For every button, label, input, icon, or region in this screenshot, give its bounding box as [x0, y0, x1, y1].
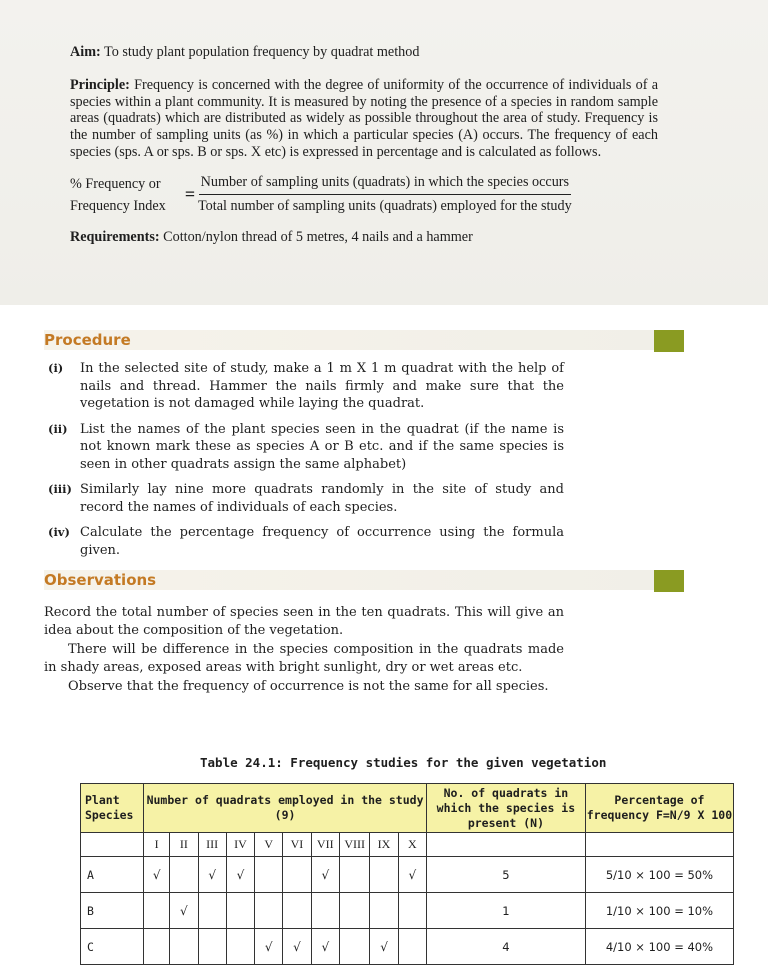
quadrat-label: I [144, 833, 170, 857]
observations-heading: Observations [44, 571, 157, 589]
presence-cell [398, 893, 426, 929]
procedure-marker-box [654, 330, 684, 352]
formula-denominator: Total number of sampling units (quadrats) employed for the study [198, 198, 572, 215]
formula-label-line1: % Frequency or [70, 175, 161, 192]
step-marker: (i) [48, 361, 64, 375]
presence-cell: √ [311, 929, 339, 965]
table-row [81, 893, 734, 929]
species-cell: B [81, 893, 144, 929]
aim-text: To study plant population frequency by quadrat method [100, 44, 420, 60]
presence-cell: √ [311, 857, 339, 893]
presence-cell: √ [144, 857, 170, 893]
presence-cell [311, 893, 339, 929]
table-row [81, 929, 734, 965]
presence-cell [144, 929, 170, 965]
observations-paragraph-2: There will be difference in the species composition in the quadrats made in shady areas, exposed areas with bright sunlight, dry or wet areas etc. [44, 642, 564, 675]
procedure-step [48, 481, 564, 516]
frequency-table [80, 783, 734, 965]
table-caption: Table 24.1: Frequency studies for the given vegetation [200, 755, 607, 770]
presence-cell [283, 893, 311, 929]
procedure-heading-band [44, 330, 656, 350]
presence-cell: √ [370, 929, 398, 965]
presence-cell [198, 893, 226, 929]
formula-numerator: Number of sampling units (quadrats) in which the species occurs [199, 174, 571, 195]
quadrat-label: V [255, 833, 283, 857]
presence-cell [170, 929, 198, 965]
procedure-step [48, 524, 564, 559]
present-count-cell: 4 [426, 929, 585, 965]
presence-cell [226, 893, 254, 929]
observations-marker-box [654, 570, 684, 592]
table-row [81, 857, 734, 893]
presence-cell [255, 893, 283, 929]
header-percentage-frequency: Percentage of frequency F=N/9 X 100 [585, 784, 733, 833]
requirements-text: Cotton/nylon thread of 5 metres, 4 nails and a hammer [159, 228, 473, 245]
presence-cell [255, 857, 283, 893]
step-marker: (ii) [48, 421, 68, 436]
procedure-steps [48, 360, 564, 567]
intro-block [70, 44, 658, 260]
header-quadrats-present: No. of quadrats in which the species is present (N) [426, 784, 585, 833]
presence-cell [370, 893, 398, 929]
percentage-cell: 1/10 × 100 = 10% [585, 893, 733, 929]
quadrat-label: VIII [339, 833, 369, 857]
quadrat-label: II [170, 833, 198, 857]
observations-paragraph-3: Observe that the frequency of occurrence is not the same for all species. [68, 679, 549, 694]
blank-cell [426, 833, 585, 857]
principle-paragraph [70, 77, 658, 161]
quadrat-label-row [81, 833, 734, 857]
formula-label [70, 173, 182, 217]
percentage-cell: 5/10 × 100 = 50% [585, 857, 733, 893]
presence-cell: √ [198, 857, 226, 893]
step-text: Similarly lay nine more quadrats randomly in the site of study and record the names of individuals of each species. [80, 482, 564, 515]
presence-cell: √ [398, 857, 426, 893]
presence-cell [144, 893, 170, 929]
presence-cell [339, 929, 369, 965]
species-cell: C [81, 929, 144, 965]
step-text: Calculate the percentage frequency of occurrence using the formula given. [80, 525, 564, 558]
observations-text [44, 604, 564, 698]
requirements-label: Requirements: [70, 228, 160, 245]
quadrat-label: X [398, 833, 426, 857]
header-plant-species: Plant Species [81, 784, 144, 833]
quadrat-label: VII [311, 833, 339, 857]
step-marker: (iv) [48, 525, 70, 539]
procedure-step [48, 360, 564, 413]
presence-cell [339, 893, 369, 929]
percentage-cell: 4/10 × 100 = 40% [585, 929, 733, 965]
quadrat-label: III [198, 833, 226, 857]
principle-text: Frequency is concerned with the degree of uniformity of the occurrence of individuals of a species within a plant community. It is measured by noting the presence of a species in random sample areas (quadrats) which are distributed as widely as possible throughout the area of study. Frequency is the number of sampling units (as %) in which a particular species (A) occurs. The frequency of each species (sps. A or sps. B or sps. X etc) is expressed in percentage and is calculated as follows. [70, 76, 658, 160]
header-number-of-quadrats: Number of quadrats employed in the study (9) [144, 784, 427, 833]
formula-label-line2: Frequency Index [70, 197, 166, 214]
principle-label: Principle: [70, 76, 130, 93]
quadrat-label: IX [370, 833, 398, 857]
present-count-cell: 1 [426, 893, 585, 929]
quadrat-label: IV [226, 833, 254, 857]
presence-cell: √ [283, 929, 311, 965]
blank-cell [585, 833, 733, 857]
aim-label: Aim: [70, 44, 101, 60]
presence-cell [170, 857, 198, 893]
presence-cell [198, 929, 226, 965]
requirements-paragraph [70, 229, 658, 246]
present-count-cell: 5 [426, 857, 585, 893]
step-text: List the names of the plant species seen in the quadrat (if the name is not known mark these as species A or B etc. and if the same species is seen in other quadrats assign the same alphabet) [80, 421, 564, 472]
step-text: In the selected site of study, make a 1 m X 1 m quadrat with the help of nails and thread. Hammer the nails firmly and make sure that the vegetation is not damaged while laying the quadrat. [80, 361, 564, 411]
presence-cell [398, 929, 426, 965]
formula-operator: = [184, 184, 196, 205]
presence-cell [283, 857, 311, 893]
table-header-row [81, 784, 734, 833]
quadrat-label: VI [283, 833, 311, 857]
step-marker: (iii) [48, 482, 72, 496]
presence-cell: √ [255, 929, 283, 965]
species-cell: A [81, 857, 144, 893]
presence-cell [226, 929, 254, 965]
observations-paragraph-1: Record the total number of species seen in the ten quadrats. This will give an idea about the composition of the vegetation. [44, 605, 564, 638]
procedure-heading: Procedure [44, 331, 131, 349]
procedure-step [48, 421, 564, 474]
aim-paragraph [70, 44, 658, 61]
blank-cell [81, 833, 144, 857]
presence-cell [370, 857, 398, 893]
presence-cell: √ [226, 857, 254, 893]
frequency-formula [70, 173, 658, 217]
presence-cell [339, 857, 369, 893]
formula-fraction [198, 174, 572, 215]
presence-cell: √ [170, 893, 198, 929]
